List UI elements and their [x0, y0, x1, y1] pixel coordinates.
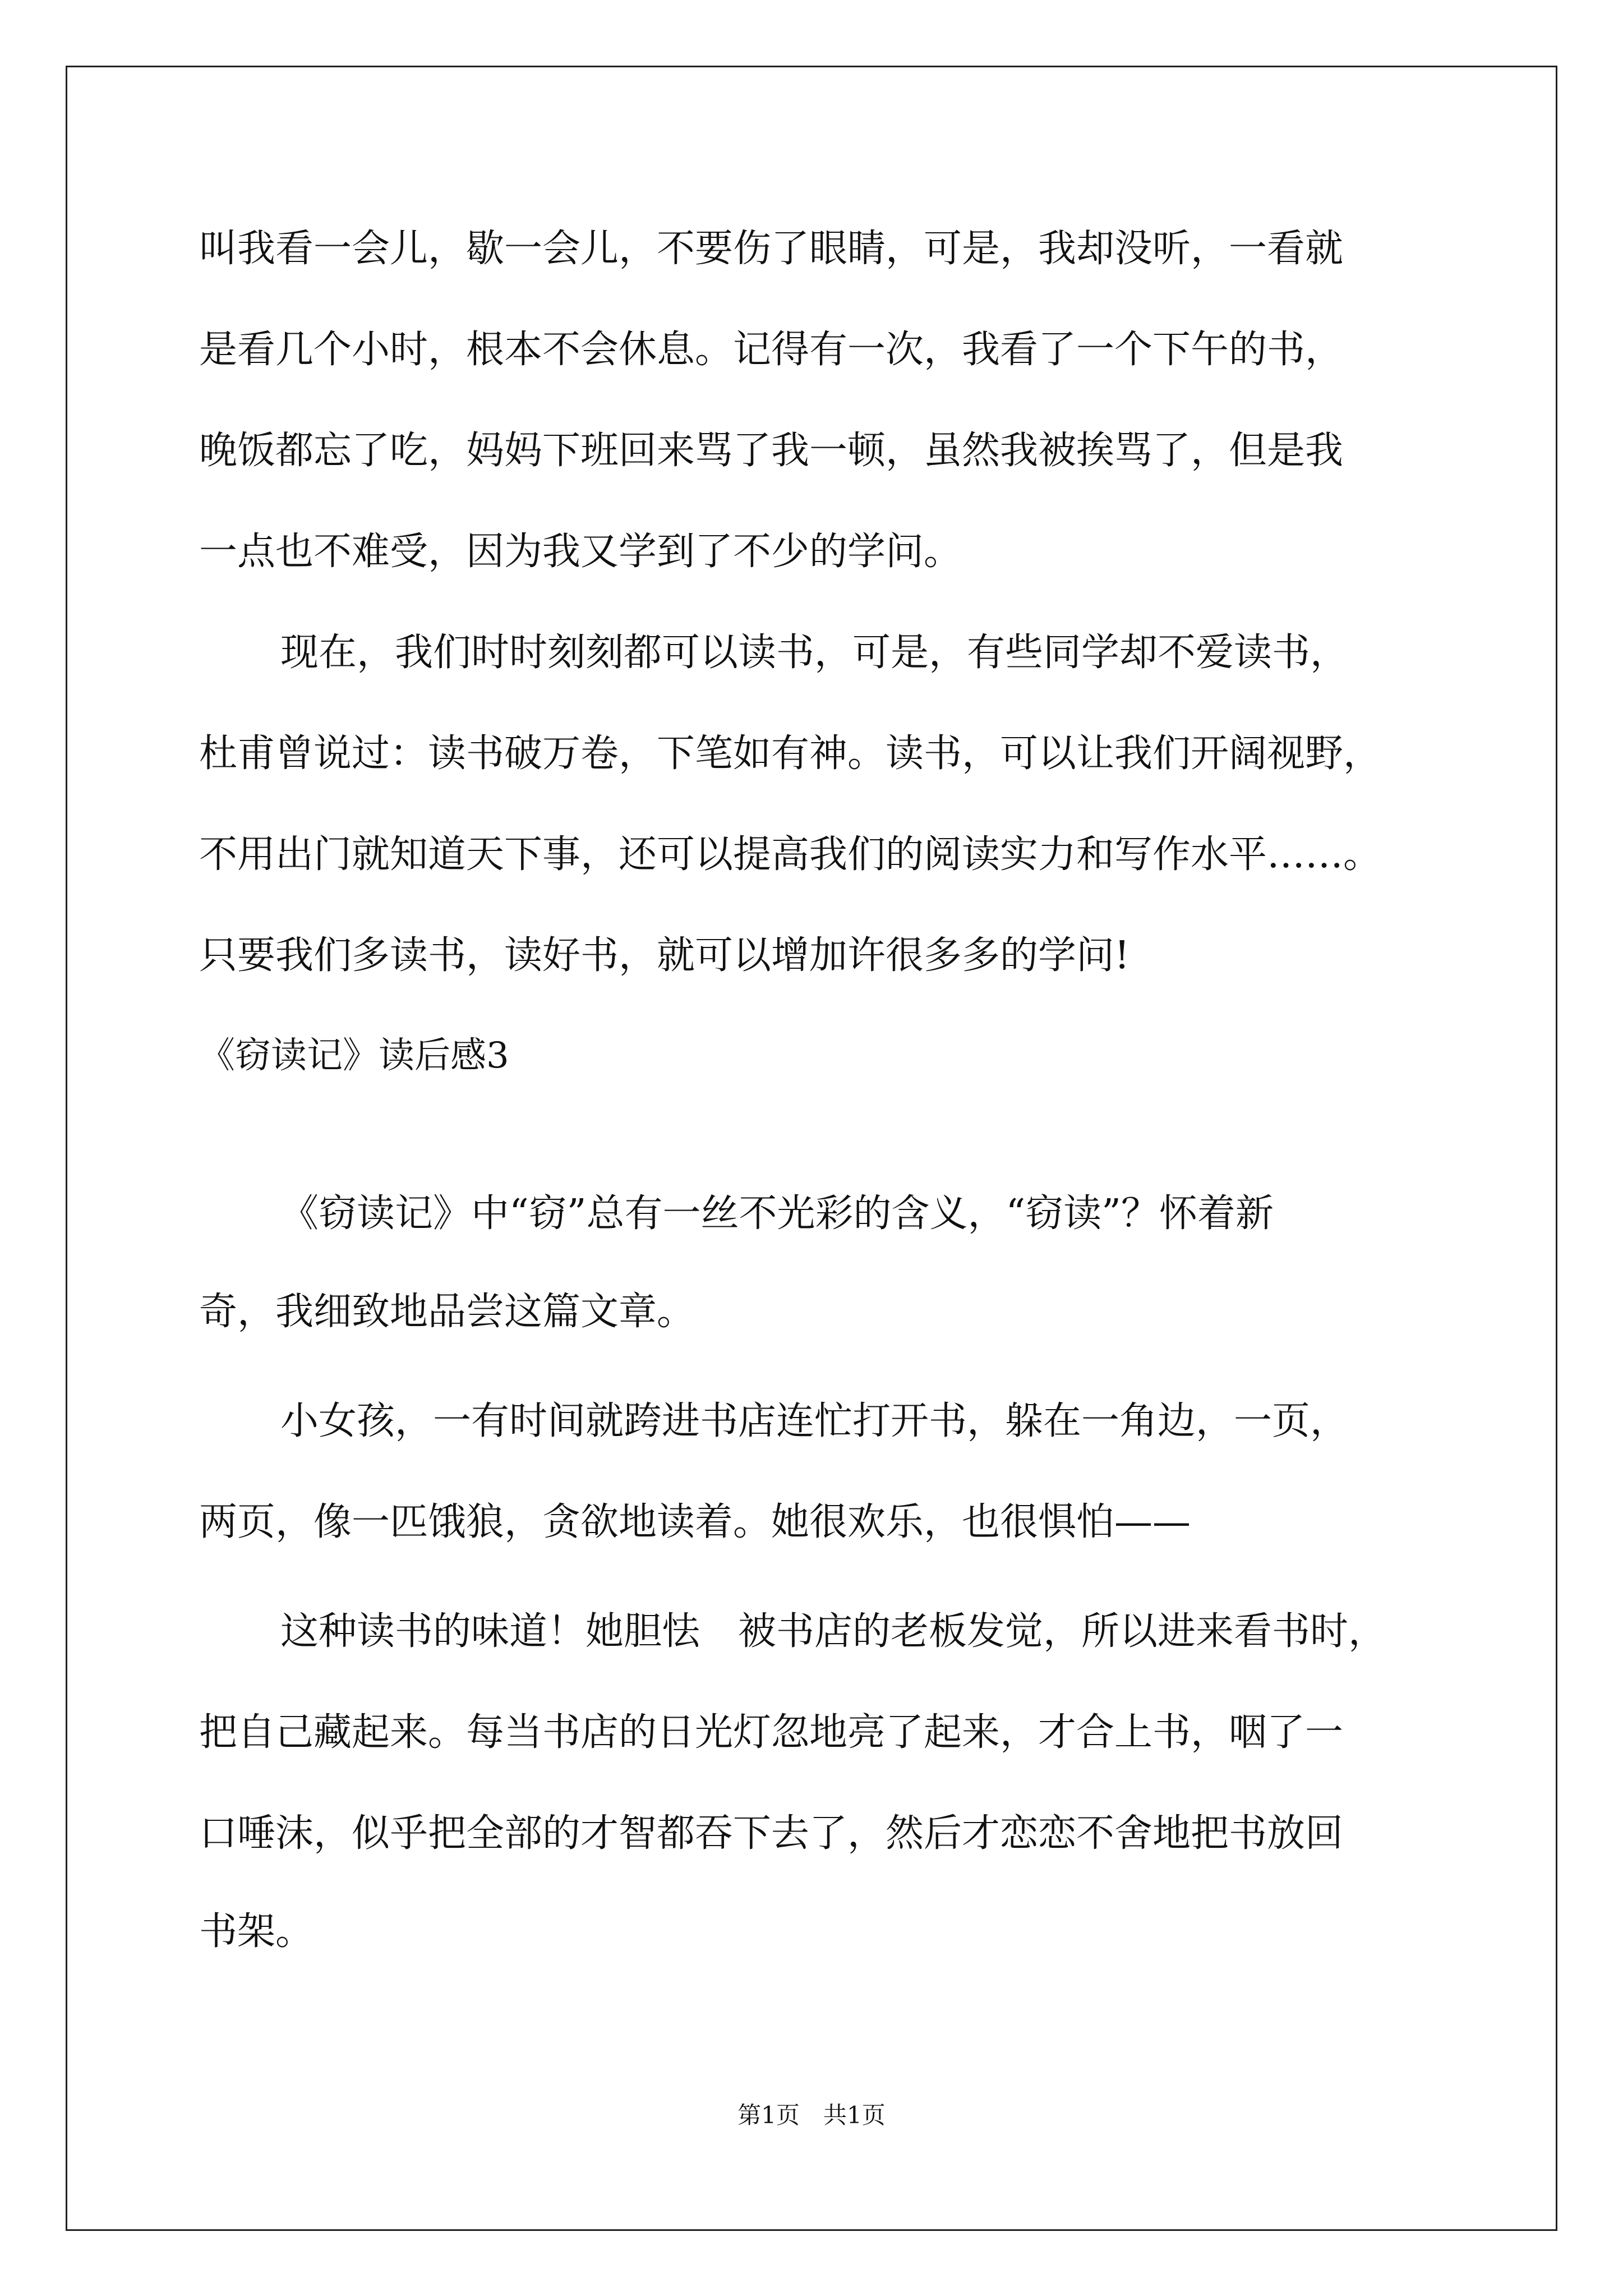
text-line: 是看几个小时，根本不会休息。记得有一次，我看了一个下午的书，	[199, 328, 1344, 372]
text-line: 不用出门就知道天下事，还可以提高我们的阅读实力和写作水平……。	[199, 832, 1382, 877]
page-footer: 第1页 共1页	[737, 2101, 886, 2129]
text-line: 把自己藏起来。每当书店的日光灯忽地亮了起来，才合上书，咽了一	[199, 1710, 1344, 1755]
text-line: 杜甫曾说过：读书破万卷，下笔如有神。读书，可以让我们开阔视野，	[199, 731, 1382, 776]
page-frame	[66, 66, 1557, 2231]
section-heading: 《窃读记》读后感3	[199, 1035, 509, 1076]
text-line: 小女孩，一有时间就跨进书店连忙打开书，躲在一角边，一页，	[280, 1399, 1349, 1443]
text-line: 叫我看一会儿，歇一会儿，不要伤了眼睛，可是，我却没听，一看就	[199, 227, 1344, 271]
text-line: 《窃读记》中“窃”总有一丝不光彩的含义，“窃读”？怀着新	[280, 1191, 1274, 1236]
text-line: 口唾沫，似乎把全部的才智都吞下去了，然后才恋恋不舍地把书放回	[199, 1811, 1344, 1856]
text-line: 晚饭都忘了吃，妈妈下班回来骂了我一顿，虽然我被挨骂了，但是我	[199, 429, 1344, 473]
text-line: 只要我们多读书，读好书，就可以增加许很多多的学问!	[199, 933, 1130, 978]
text-line: 现在，我们时时刻刻都可以读书，可是，有些同学却不爱读书，	[280, 631, 1349, 675]
text-line: 书架。	[199, 1910, 314, 1954]
text-line: 一点也不难受，因为我又学到了不少的学问。	[199, 530, 962, 574]
text-line: 两页，像一匹饿狼，贪欲地读着。她很欢乐，也很惧怕——	[199, 1500, 1191, 1544]
text-line: 奇，我细致地品尝这篇文章。	[199, 1290, 695, 1334]
text-line: 这种读书的味道！她胆怯 被书店的老板发觉，所以进来看书时，	[280, 1609, 1387, 1654]
